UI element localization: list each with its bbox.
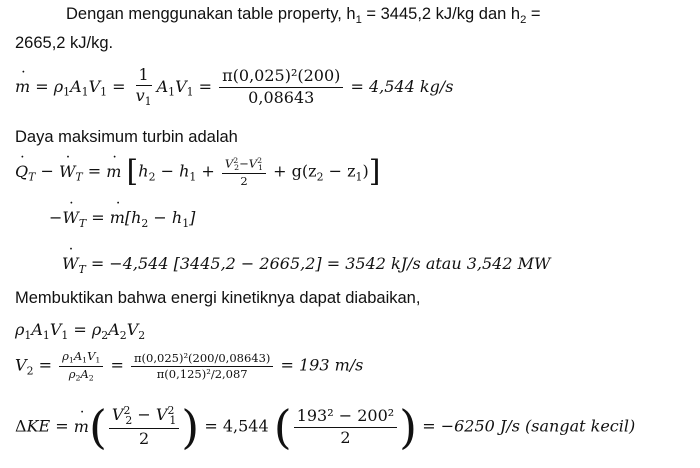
kinetic-energy-equation: ΔKE = ˙ m( $\frac{V^2_2 - V^2_1}{2}$ ) = 4,544 ( $\frac{\text{193² − 200²}}{2}$ ) = −6250 J/s (sangat kecil) <box>15 404 635 450</box>
work-equation: −˙ $W_T$ = ˙ $m[h_2 - h_1]$ <box>49 208 195 230</box>
intro-line-1: Dengan menggunakan table property, $h_1 = 3445,2$ kJ/kg dan $h_2$ = <box>66 5 541 26</box>
energy-balance-equation: ˙ $Q_T$ − ˙ $W_T$ = ˙ m [$h_2 - h_1$ + $\frac{V^2_2-V^2_1}{2}$ + $g(z_2 - z_1)$] <box>15 156 380 188</box>
velocity-equation: $V_2$ = $\frac{\rho_1A_1V_1}{\rho_2A_2}$ = $\frac{\text{π(0,025)²(200/0,08643)}}{\text{π(0,125)²/2,087}}$ = 193 m/s <box>15 349 364 383</box>
mass-flow-equation: ˙ $m = \rho_1A_1V_1$ = $\frac{1}{v_1}$ $A_1V_1$ = $\frac{\text{π(0,025)²(200)}}{0,08643}$ = 4,544 kg/s <box>15 66 453 109</box>
continuity-equation: $\rho_1A_1V_1 = \rho_2A_2V_2$ <box>15 320 146 342</box>
heading-energi-kinetik: Membuktikan bahwa energi kinetiknya dapat diabaikan, <box>15 289 421 307</box>
intro-line-2: 2665,2 kJ/kg. <box>15 34 114 52</box>
power-result-equation: ˙ $W_T = -4,544$ [3445,2 − 2665,2] = 3542 kJ/s atau 3,542 MW <box>62 254 550 276</box>
heading-daya: Daya maksimum turbin adalah <box>15 128 238 146</box>
